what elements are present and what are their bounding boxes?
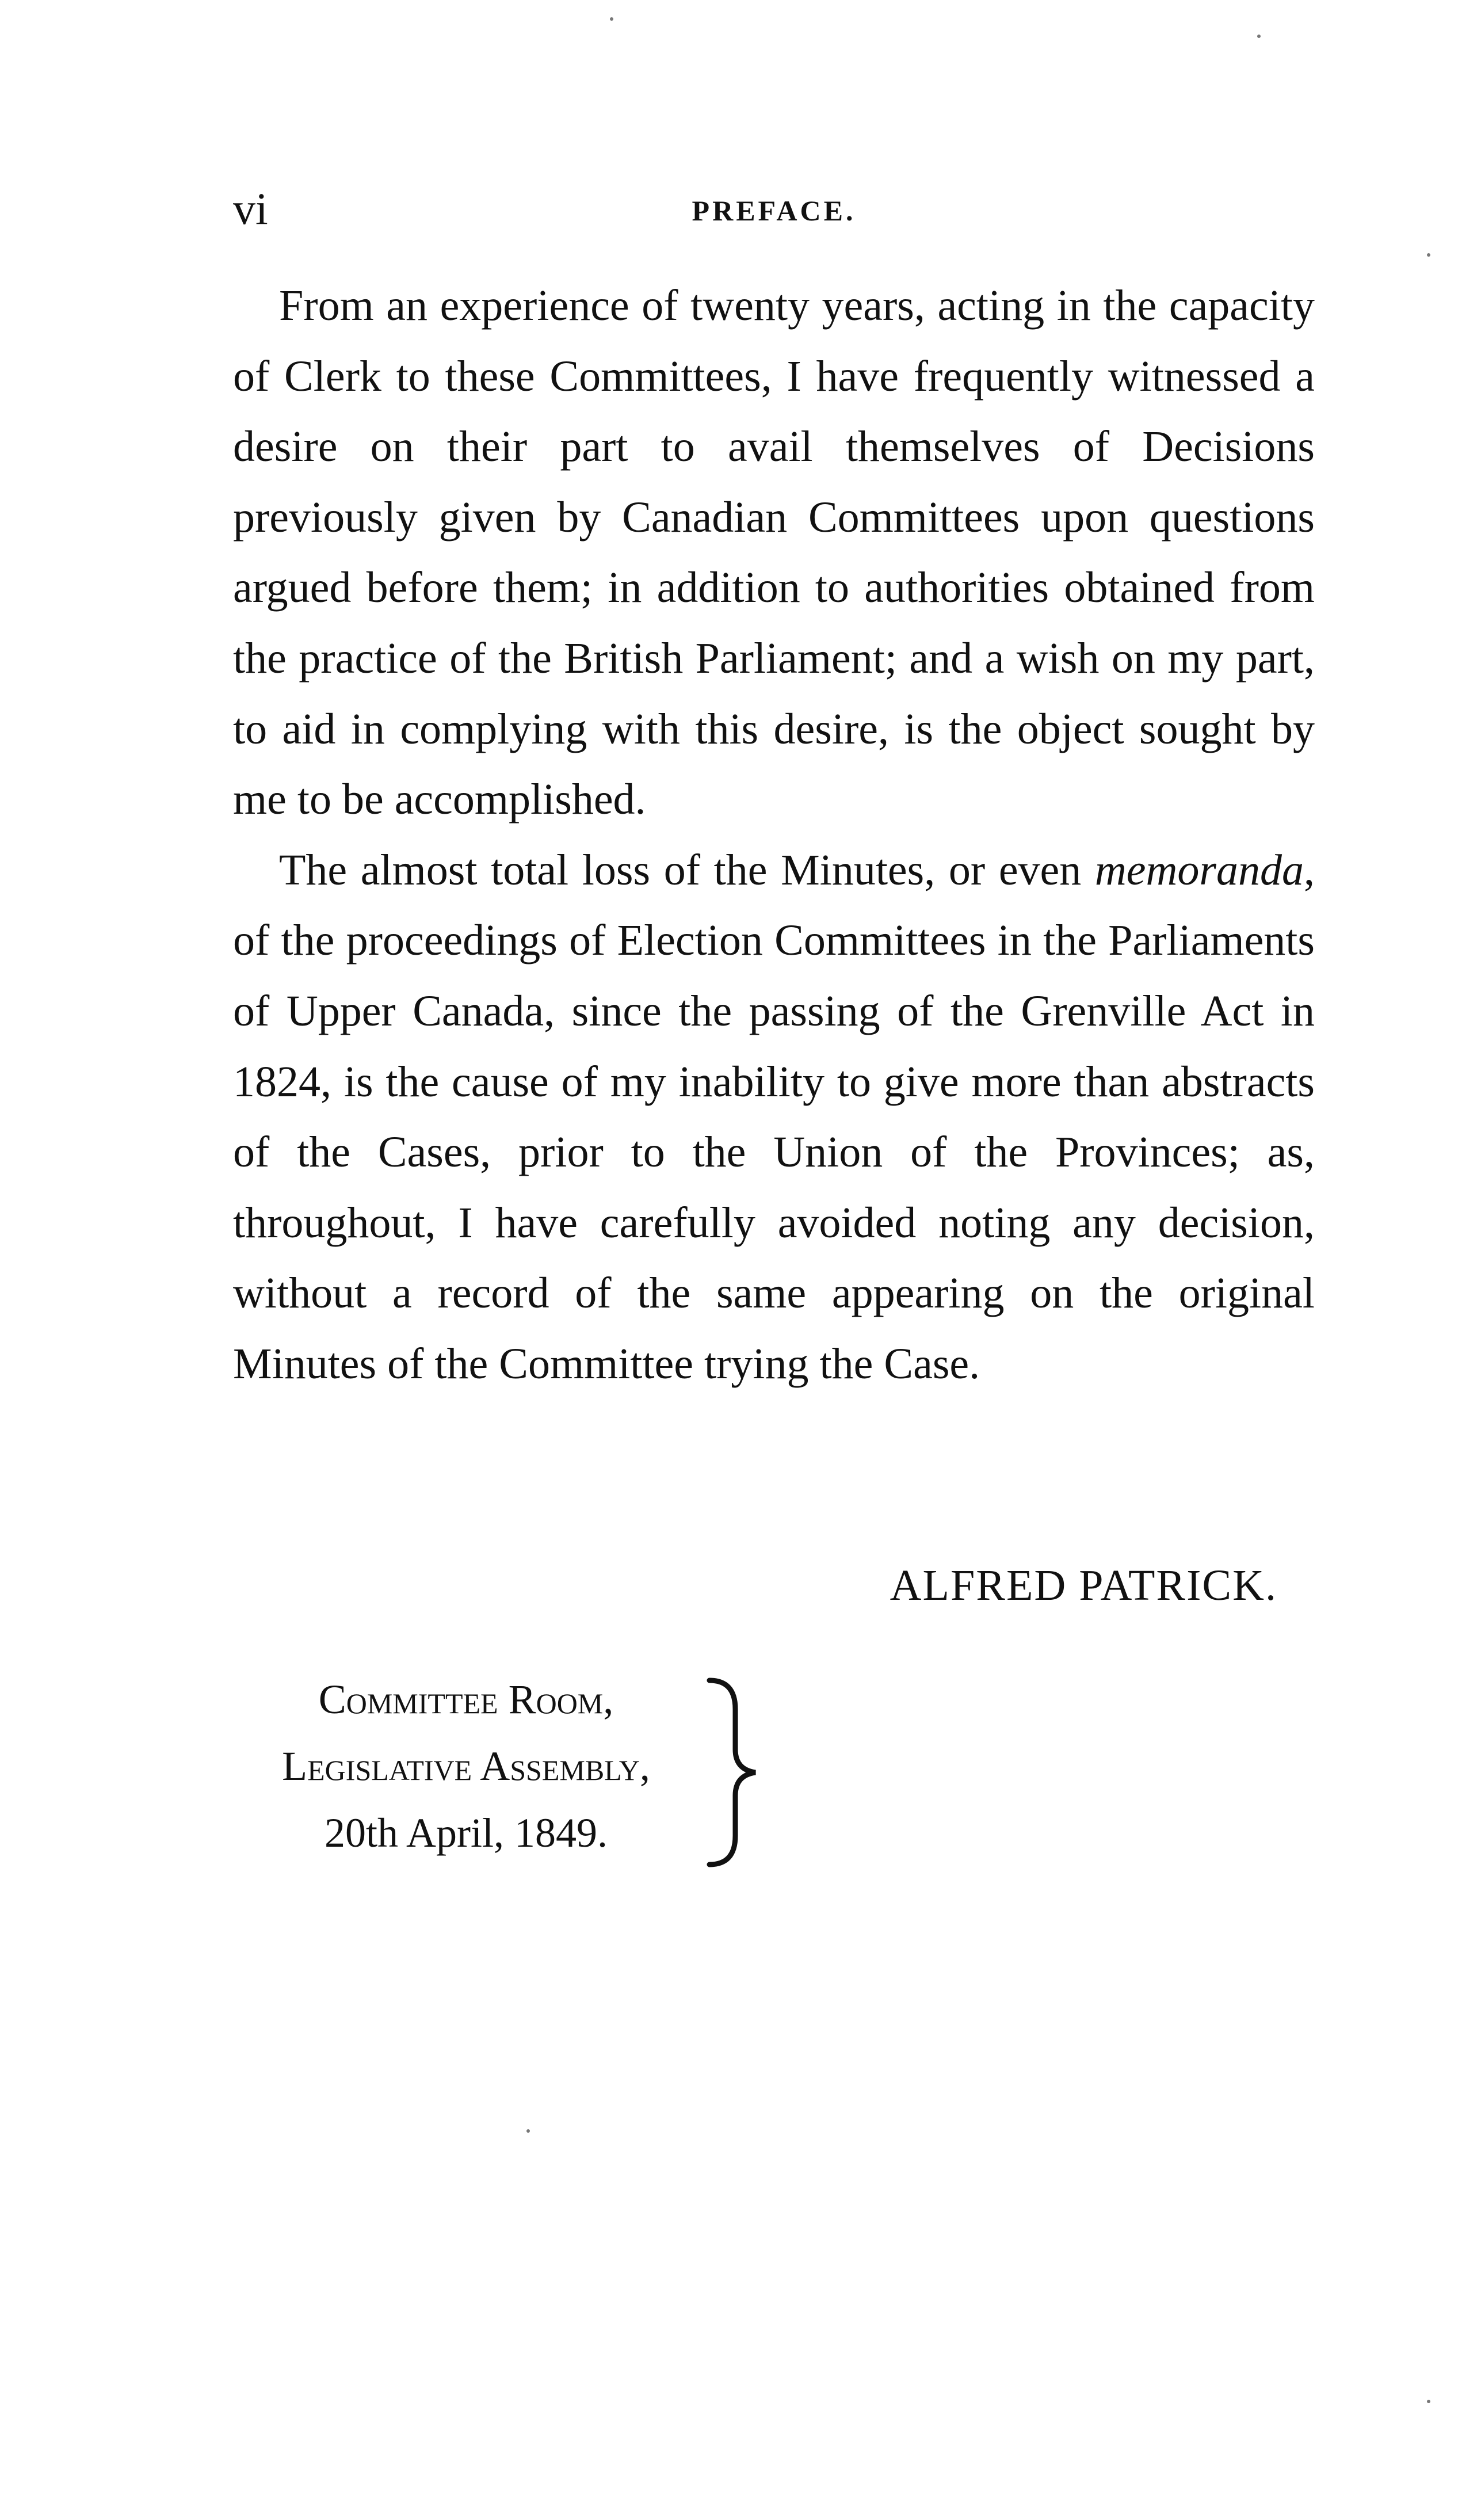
dateline-assembly: Legislative Assembly, [282, 1743, 650, 1789]
speck-mark [1427, 253, 1430, 257]
author-signature: ALFRED PATRICK. [890, 1561, 1277, 1610]
paragraph-2-text-b: , of the proceedings of Election Committees in the Parliaments of Upper Canada, since the passing of the Grenville Act in 1824, is the cause of my inability to give more than abstracts of the Cases, prior to the Union of the Provinces; as, throughout, I have carefully avoided noting any decision, without a record of the same appearing on the original Minutes of the Committee trying the Case. [233, 845, 1315, 1388]
dateline-date: 20th April, 1849. [324, 1810, 608, 1856]
running-head: PREFACE. [692, 195, 856, 227]
paragraph-2-italic: memoranda [1094, 845, 1304, 894]
page-number: vi [233, 184, 268, 234]
speck-mark [1427, 2400, 1430, 2403]
dateline-room: Committee Room, [318, 1676, 614, 1722]
paragraph-2-text-a: The almost total loss of the Minutes, or even [279, 845, 1095, 894]
paragraph-1: From an experience of twenty years, acting in the capacity of Clerk to these Committees, I have frequently witnessed a desire on their part to avail themselves of Decisions previously given by Canadian Committees upon questions argued before them; in addition to authorities obtained from the practice of the British Parliament; and a wish on my part, to aid in complying with this desire, is the object sought by me to be accomplished. [233, 281, 1315, 824]
speck-mark [1257, 35, 1261, 38]
dateline [227, 1666, 705, 1866]
page-header [233, 183, 1315, 235]
right-brace-icon [701, 1669, 764, 1876]
speck-mark [526, 2129, 530, 2133]
preface-body [233, 270, 1315, 1400]
speck-mark [610, 17, 613, 21]
paragraph-2 [233, 835, 1315, 1400]
